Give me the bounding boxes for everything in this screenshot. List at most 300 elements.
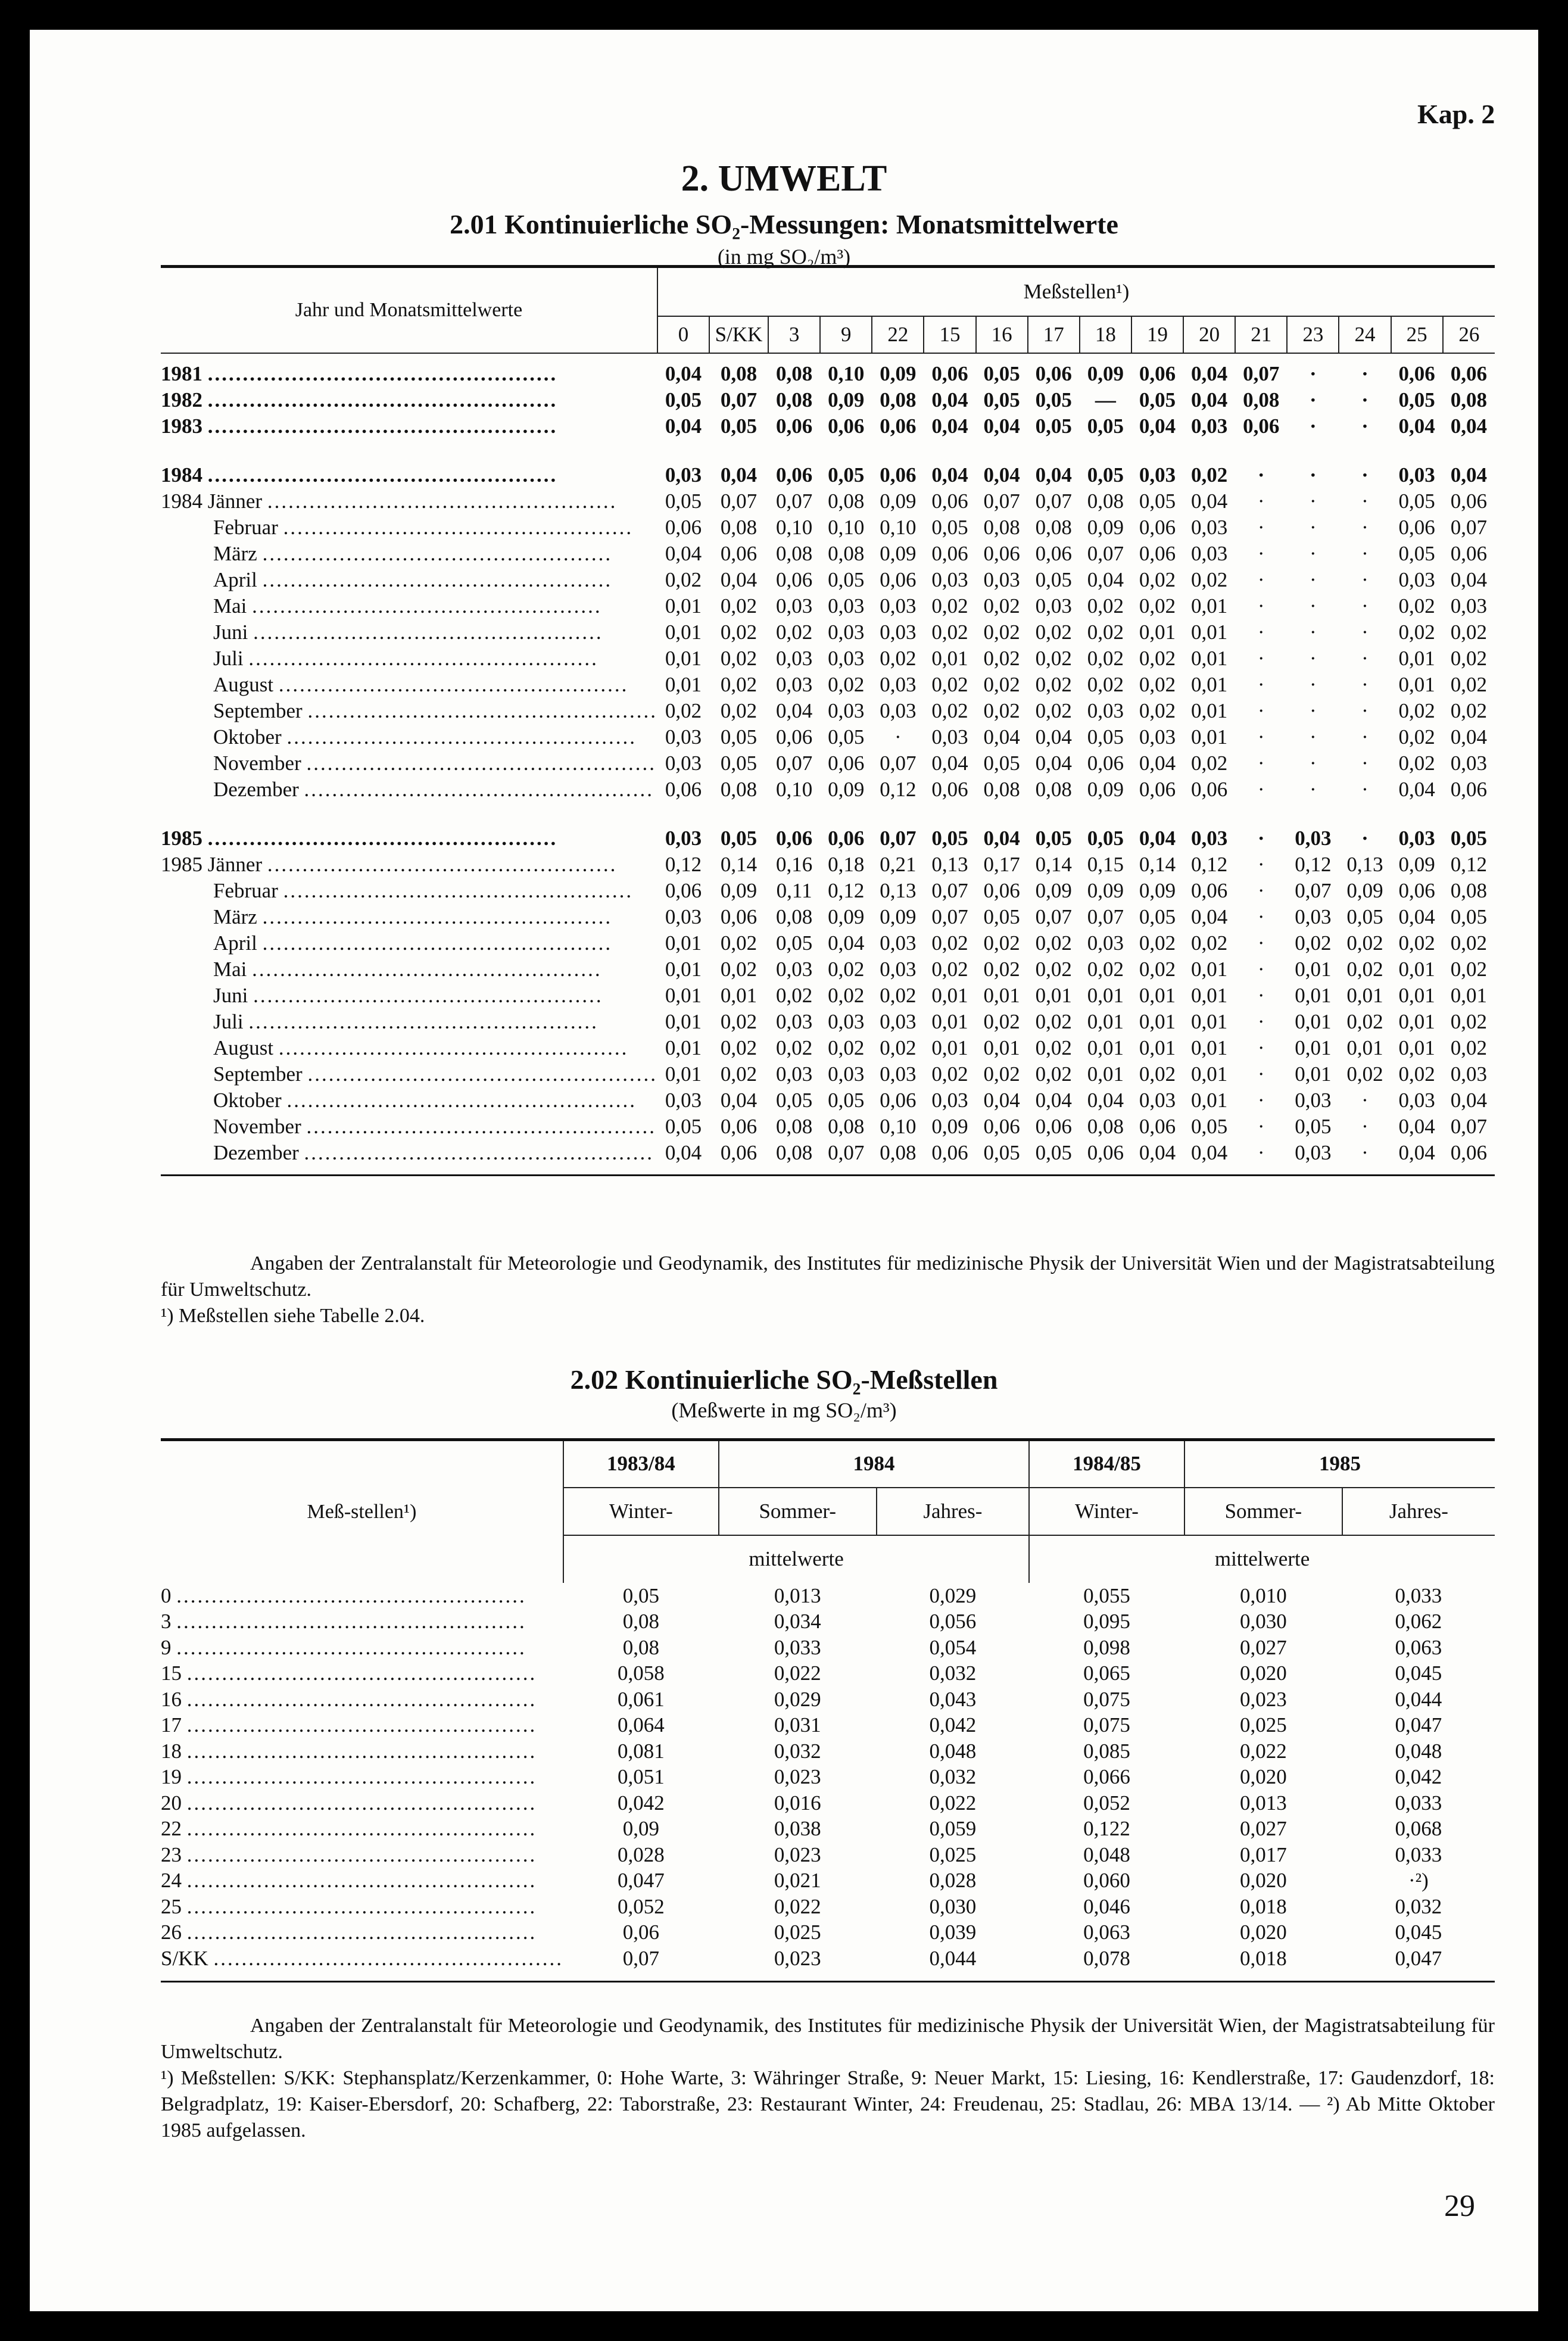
cell-value: 0,07 (931, 879, 968, 902)
cell-value: 0,01 (1398, 958, 1435, 981)
cell-value: 0,04 (931, 414, 968, 438)
cell-value: 0,023 (1239, 1687, 1287, 1711)
cell-value: 0,04 (1190, 388, 1228, 412)
cell-value: 0,08 (1087, 490, 1124, 513)
cell-value: 0,03 (1295, 905, 1332, 928)
cell-value: 0,12 (1190, 853, 1228, 876)
cell-value: 0,06 (1139, 542, 1176, 565)
cell-value: 0,044 (1395, 1687, 1442, 1711)
cell-value: 0,08 (775, 905, 813, 928)
cell-value: · (1361, 699, 1369, 722)
cell-value: 0,08 (775, 1141, 813, 1164)
cell-value: 0,08 (622, 1635, 660, 1659)
cell-value: 0,04 (983, 463, 1020, 487)
cell-value: · (1257, 725, 1265, 749)
cell-value: 0,08 (1087, 1115, 1124, 1138)
cell-value: 0,02 (1346, 931, 1383, 955)
cell-value: 0,045 (1395, 1662, 1442, 1685)
cell-value: 0,04 (1450, 1089, 1487, 1112)
cell-value: 0,02 (1190, 463, 1228, 487)
t2-season-winter-8384: Winter- (563, 1488, 719, 1535)
cell-value: 0,01 (665, 958, 702, 981)
cell-value: 0,02 (931, 594, 968, 618)
cell-value: 0,01 (665, 647, 702, 670)
cell-value: 0,03 (775, 673, 813, 696)
cell-value: 0,01 (1190, 958, 1228, 981)
cell-value: · (1257, 490, 1265, 513)
cell-value: 0,064 (618, 1713, 665, 1737)
cell-value: · (1257, 958, 1265, 981)
cell-value: 0,02 (931, 931, 968, 955)
cell-value: 0,05 (1398, 490, 1435, 513)
col-header: 23 (1287, 316, 1339, 353)
cell-value: · (1257, 594, 1265, 618)
cell-value: 0,08 (1450, 388, 1487, 412)
cell-value: 0,02 (1346, 958, 1383, 981)
cell-value: · (1361, 594, 1369, 618)
cell-value: 0,02 (1450, 673, 1487, 696)
cell-value: 0,02 (1139, 568, 1176, 591)
table-row (161, 1738, 1495, 1765)
row-label: 1981 .................................................. (161, 362, 558, 385)
cell-value: · (1361, 516, 1369, 539)
cell-value: 0,01 (1398, 1010, 1435, 1033)
cell-value: 0,03 (1190, 542, 1228, 565)
cell-value: 0,016 (774, 1791, 821, 1815)
cell-value: 0,05 (1035, 414, 1072, 438)
row-label: Mai .................................................. (213, 958, 602, 981)
cell-value: 0,04 (1190, 905, 1228, 928)
cell-value: 0,02 (983, 647, 1020, 670)
cell-value: 0,08 (828, 490, 865, 513)
cell-value: 0,023 (774, 1843, 821, 1866)
cell-value: 0,01 (1190, 594, 1228, 618)
row-label: November .................................................. (213, 752, 656, 775)
cell-value: 0,04 (1398, 1115, 1435, 1138)
cell-value: 0,052 (1083, 1791, 1130, 1815)
col-header: 26 (1443, 316, 1495, 353)
cell-value: 0,03 (1087, 699, 1124, 722)
col-header: 19 (1131, 316, 1183, 353)
cell-value: 0,075 (1083, 1713, 1130, 1737)
cell-value: 0,02 (983, 673, 1020, 696)
col-header: 25 (1391, 316, 1443, 353)
cell-value: 0,085 (1083, 1739, 1130, 1763)
cell-value: 0,03 (1190, 827, 1228, 850)
cell-value: 0,02 (828, 673, 865, 696)
cell-value: 0,04 (1035, 752, 1072, 775)
cell-value: 0,05 (720, 752, 757, 775)
cell-value: 0,08 (720, 362, 757, 385)
cell-value: 0,05 (720, 414, 757, 438)
cell-value: · (1310, 414, 1317, 438)
cell-value: 0,06 (1139, 1115, 1176, 1138)
cell-value: 0,08 (983, 516, 1020, 539)
table-row (161, 852, 1495, 878)
cell-value: · (1361, 490, 1369, 513)
cell-value: 0,01 (931, 1036, 968, 1059)
cell-value: · (1361, 1089, 1369, 1112)
cell-value: 0,065 (1083, 1662, 1130, 1685)
cell-value: 0,02 (1087, 958, 1124, 981)
cell-value: 0,16 (775, 853, 813, 876)
cell-value: 0,03 (1450, 594, 1487, 618)
row-header: Jahr und Monatsmittelwerte (161, 267, 657, 354)
cell-value: 0,08 (720, 516, 757, 539)
cell-value: 0,04 (1139, 414, 1176, 438)
cell-value: 0,04 (1035, 1089, 1072, 1112)
cell-value: 0,04 (1398, 1141, 1435, 1164)
cell-value: · (1310, 752, 1317, 775)
cell-value: 0,01 (1139, 984, 1176, 1007)
cell-value: 0,05 (828, 463, 865, 487)
row-label: Oktober .................................................. (213, 1089, 637, 1112)
cell-value: 0,09 (828, 778, 865, 801)
cell-value: 0,02 (1295, 931, 1332, 955)
cell-value: 0,022 (929, 1791, 977, 1815)
row-label: 17 .................................................. (161, 1713, 537, 1737)
cell-value: 0,02 (931, 673, 968, 696)
table-row (161, 672, 1495, 698)
col-header: 21 (1235, 316, 1287, 353)
table-row (161, 698, 1495, 724)
table-row (161, 1635, 1495, 1661)
row-label: Oktober .................................................. (213, 725, 637, 749)
cell-value: · (1361, 388, 1369, 412)
cell-value: · (1257, 1141, 1265, 1164)
cell-value: 0,10 (828, 362, 865, 385)
cell-value: · (1257, 699, 1265, 722)
cell-value: 0,033 (1395, 1843, 1442, 1866)
cell-value: 0,04 (1190, 362, 1228, 385)
cell-value: 0,048 (929, 1739, 977, 1763)
cell-value: · (1310, 516, 1317, 539)
cell-value: 0,01 (931, 1010, 968, 1033)
cell-value: 0,020 (1239, 1869, 1287, 1892)
cell-value: · (1310, 542, 1317, 565)
cell-value: 0,02 (880, 647, 917, 670)
cell-value: 0,06 (1139, 516, 1176, 539)
cell-value: 0,02 (1035, 958, 1072, 981)
cell-value: 0,08 (983, 778, 1020, 801)
cell-value: 0,09 (828, 388, 865, 412)
table-row (161, 387, 1495, 413)
cell-value: 0,02 (880, 1036, 917, 1059)
cell-value: 0,047 (1395, 1713, 1442, 1737)
cell-value: 0,09 (1346, 879, 1383, 902)
cell-value: 0,01 (1139, 1010, 1176, 1033)
cell-value: 0,05 (1035, 1141, 1072, 1164)
cell-value: 0,05 (720, 725, 757, 749)
cell-value: 0,02 (983, 1062, 1020, 1086)
cell-value: 0,022 (1239, 1739, 1287, 1763)
cell-value: 0,03 (828, 1062, 865, 1086)
table-row (161, 1583, 1495, 1609)
cell-value: 0,02 (1450, 621, 1487, 644)
cell-value: 0,020 (1239, 1765, 1287, 1788)
cell-value: · (1257, 673, 1265, 696)
cell-value: 0,046 (1083, 1894, 1130, 1918)
cell-value: 0,032 (1395, 1894, 1442, 1918)
cell-value: · (1257, 542, 1265, 565)
cell-value: 0,06 (1035, 542, 1072, 565)
t2-mittelwerte-right: mittelwerte (1029, 1535, 1495, 1583)
cell-value: 0,05 (1139, 905, 1176, 928)
cell-value: 0,054 (929, 1635, 977, 1659)
cell-value: 0,01 (1035, 984, 1072, 1007)
cell-value: 0,03 (1450, 752, 1487, 775)
cell-value: 0,03 (1398, 827, 1435, 850)
cell-value: 0,01 (665, 594, 702, 618)
cell-value: 0,059 (929, 1817, 977, 1840)
cell-value: 0,027 (1239, 1817, 1287, 1840)
cell-value: 0,03 (880, 594, 917, 618)
cell-value: 0,02 (720, 1062, 757, 1086)
table-row (161, 930, 1495, 956)
row-label: 25 .................................................. (161, 1894, 537, 1918)
cell-value: 0,02 (983, 594, 1020, 618)
cell-value: 0,04 (931, 463, 968, 487)
row-label: Juli .................................................. (213, 1010, 598, 1033)
cell-value: 0,03 (665, 905, 702, 928)
cell-value: 0,038 (774, 1817, 821, 1840)
cell-value: 0,034 (774, 1610, 821, 1633)
cell-value: 0,023 (774, 1765, 821, 1788)
cell-value: 0,04 (1139, 827, 1176, 850)
row-label: 1984 .................................................. (161, 463, 558, 487)
cell-value: 0,05 (665, 490, 702, 513)
cell-value: 0,03 (775, 1010, 813, 1033)
cell-value: 0,03 (828, 647, 865, 670)
cell-value: 0,063 (1083, 1921, 1130, 1944)
cell-value: 0,21 (880, 853, 917, 876)
cell-value: 0,048 (1395, 1739, 1442, 1763)
cell-value: 0,08 (1035, 778, 1072, 801)
cell-value: 0,02 (983, 621, 1020, 644)
cell-value: 0,02 (720, 647, 757, 670)
cell-value: 0,06 (1450, 778, 1487, 801)
cell-value: 0,01 (1295, 984, 1332, 1007)
table1-notes (161, 1251, 1495, 1329)
cell-value: 0,062 (1395, 1610, 1442, 1633)
table-row (161, 1660, 1495, 1687)
cell-value: 0,02 (983, 958, 1020, 981)
cell-value: 0,09 (1087, 778, 1124, 801)
cell-value: 0,17 (983, 853, 1020, 876)
row-label: 3 .................................................. (161, 1610, 526, 1633)
col-header: S/KK (709, 316, 768, 353)
cell-value: 0,03 (1087, 931, 1124, 955)
cell-value: 0,08 (828, 542, 865, 565)
cell-value: 0,05 (622, 1583, 660, 1607)
cell-value: 0,068 (1395, 1817, 1442, 1840)
cell-value: 0,04 (1450, 414, 1487, 438)
cell-value: 0,01 (1190, 647, 1228, 670)
cell-value: 0,07 (880, 752, 917, 775)
row-label: 15 .................................................. (161, 1662, 537, 1685)
row-label: 1985 Jänner .................................................. (161, 853, 618, 876)
col-header: 20 (1183, 316, 1235, 353)
cell-value: 0,01 (1398, 647, 1435, 670)
cell-value: 0,03 (1190, 414, 1228, 438)
cell-value: 0,02 (720, 931, 757, 955)
cell-value: 0,02 (983, 931, 1020, 955)
cell-value: 0,04 (1398, 778, 1435, 801)
cell-value: 0,08 (622, 1610, 660, 1633)
cell-value: 0,08 (880, 1141, 917, 1164)
cell-value: 0,01 (1295, 958, 1332, 981)
table-row (161, 1790, 1495, 1816)
cell-value: 0,06 (1450, 542, 1487, 565)
page-number: 29 (1444, 2189, 1475, 2223)
row-label: 26 .................................................. (161, 1921, 537, 1944)
cell-value: 0,06 (720, 542, 757, 565)
cell-value: · (1257, 1036, 1265, 1059)
cell-value: 0,02 (1087, 673, 1124, 696)
cell-value: · (1257, 879, 1265, 902)
col-header: 22 (872, 316, 924, 353)
cell-value: 0,01 (665, 1010, 702, 1033)
cell-value: 0,02 (1398, 752, 1435, 775)
table-row (161, 1061, 1495, 1087)
cell-value: 0,08 (775, 362, 813, 385)
cell-value: 0,04 (828, 931, 865, 955)
cell-value: 0,01 (665, 1062, 702, 1086)
cell-value: 0,02 (1190, 568, 1228, 591)
cell-value: 0,02 (1398, 931, 1435, 955)
cell-value: 0,07 (1035, 905, 1072, 928)
cell-value: 0,06 (665, 879, 702, 902)
cell-value: 0,06 (931, 490, 968, 513)
cell-value: 0,03 (1139, 725, 1176, 749)
col-header: 3 (768, 316, 820, 353)
cell-value: 0,020 (1239, 1662, 1287, 1685)
cell-value: 0,05 (665, 388, 702, 412)
cell-value: 0,02 (1398, 725, 1435, 749)
cell-value: 0,06 (775, 725, 813, 749)
cell-value: 0,04 (1139, 1141, 1176, 1164)
cell-value: · (1257, 827, 1265, 850)
cell-value: 0,03 (665, 1089, 702, 1112)
cell-value: 0,017 (1239, 1843, 1287, 1866)
cell-value: 0,04 (931, 388, 968, 412)
cell-value: 0,045 (1395, 1921, 1442, 1944)
cell-value: 0,06 (931, 778, 968, 801)
cell-value: · (1310, 463, 1317, 487)
cell-value: · (1361, 1115, 1369, 1138)
row-label: September .................................................. (213, 699, 657, 722)
cell-value: 0,01 (1450, 984, 1487, 1007)
cell-value: 0,02 (1035, 621, 1072, 644)
cell-value: 0,07 (1450, 516, 1487, 539)
row-label: 1983 .................................................. (161, 414, 558, 438)
cell-value: 0,03 (880, 621, 917, 644)
cell-value: 0,02 (1346, 1010, 1383, 1033)
table1-subtitle: (in mg SO₂/m³) (717, 245, 851, 269)
cell-value: 0,06 (880, 414, 917, 438)
cell-value: 0,02 (1139, 673, 1176, 696)
cell-value: 0,07 (1035, 490, 1072, 513)
cell-value: 0,05 (1190, 1115, 1228, 1138)
cell-value: 0,07 (931, 905, 968, 928)
row-label: April .................................................. (213, 931, 613, 955)
cell-value: 0,025 (929, 1843, 977, 1866)
t2-period-1983-84: 1983/84 (563, 1440, 719, 1488)
cell-value: 0,06 (983, 879, 1020, 902)
row-label: Dezember .................................................. (213, 778, 654, 801)
table-row (161, 825, 1495, 852)
cell-value: 0,02 (720, 1010, 757, 1033)
cell-value: 0,05 (1035, 827, 1072, 850)
cell-value: 0,01 (1295, 1010, 1332, 1033)
cell-value: 0,05 (1398, 542, 1435, 565)
cell-value: 0,03 (665, 752, 702, 775)
cell-value: 0,01 (1398, 673, 1435, 696)
table-row (161, 1114, 1495, 1140)
cell-value: 0,10 (775, 778, 813, 801)
table1-title: 2.01 Kontinuierliche SO₂-Messungen: Monatsmittelwerte (450, 209, 1118, 239)
cell-value: 0,028 (618, 1843, 665, 1866)
cell-value: 0,15 (1087, 853, 1124, 876)
cell-value: 0,02 (720, 958, 757, 981)
cell-value: 0,02 (1450, 958, 1487, 981)
cell-value: 0,02 (720, 673, 757, 696)
cell-value: 0,06 (1398, 516, 1435, 539)
cell-value: 0,066 (1083, 1765, 1130, 1788)
cell-value: 0,04 (1190, 1141, 1228, 1164)
row-label: August .................................................. (213, 673, 629, 696)
cell-value: 0,018 (1239, 1894, 1287, 1918)
table-row (161, 593, 1495, 619)
cell-value: 0,03 (1450, 1062, 1487, 1086)
cell-value: 0,10 (775, 516, 813, 539)
cell-value: 0,04 (665, 414, 702, 438)
cell-value: 0,01 (665, 1036, 702, 1059)
table-row (161, 1868, 1495, 1894)
cell-value: 0,03 (828, 621, 865, 644)
cell-value: 0,055 (1083, 1583, 1130, 1607)
cell-value: 0,04 (1035, 463, 1072, 487)
cell-value: 0,14 (1035, 853, 1072, 876)
row-label: 1985 .................................................. (161, 827, 558, 850)
cell-value: 0,03 (665, 827, 702, 850)
cell-value: 0,10 (880, 516, 917, 539)
cell-value: 0,09 (880, 490, 917, 513)
cell-value: 0,06 (720, 1141, 757, 1164)
cell-value: · (1310, 647, 1317, 670)
cell-value: 0,04 (1398, 414, 1435, 438)
cell-value: 0,02 (828, 958, 865, 981)
cell-value: 0,025 (774, 1921, 821, 1944)
cell-value: · (1361, 752, 1369, 775)
table-row (161, 1712, 1495, 1738)
cell-value: 0,01 (1398, 984, 1435, 1007)
table-row (161, 515, 1495, 541)
cell-value: · (1257, 931, 1265, 955)
cell-value: 0,09 (622, 1817, 660, 1840)
cell-value: 0,02 (1346, 1062, 1383, 1086)
cell-value: 0,09 (1087, 516, 1124, 539)
cell-value: 0,06 (1398, 362, 1435, 385)
cell-value: 0,04 (1190, 490, 1228, 513)
cell-value: 0,07 (775, 490, 813, 513)
t2-season-sommer-85: Sommer- (1184, 1488, 1342, 1535)
cell-value: 0,03 (775, 594, 813, 618)
t2-period-1984-85: 1984/85 (1029, 1440, 1184, 1488)
cell-value: 0,09 (880, 905, 917, 928)
cell-value: 0,02 (828, 984, 865, 1007)
row-label: Mai .................................................. (213, 594, 602, 618)
